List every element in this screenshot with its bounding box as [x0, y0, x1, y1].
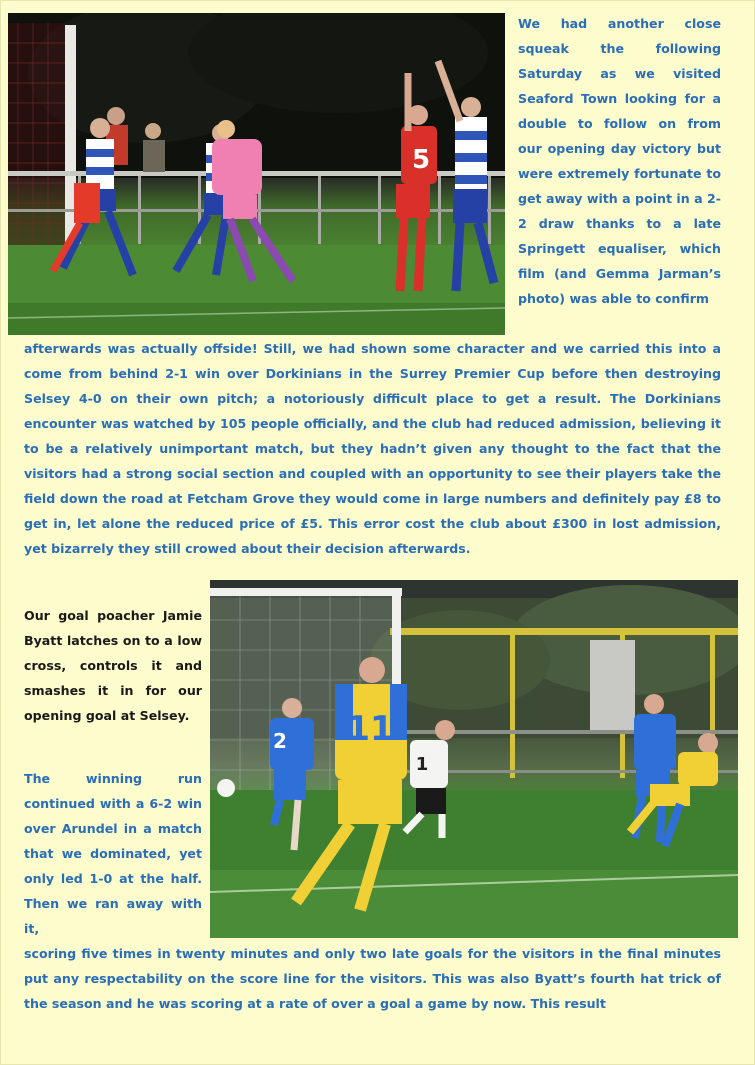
match-photo-selsey	[210, 580, 738, 938]
shirt-number-11: 11	[346, 709, 394, 749]
photo-caption-byatt: Our goal poacher Jamie Byatt latches on to a low cross, controls it and smashes it in for our opening goal at Selsey.	[24, 608, 202, 723]
shirt-number-5: 5	[411, 145, 431, 175]
match-photo-selsey-illustration	[210, 580, 738, 938]
match-photo-seaford	[8, 13, 505, 335]
paragraph-seaford-intro: We had another close squeak the following Saturday as we visited Seaford Town looking for a double to follow on from our opening day victory but were extremely fortunate to get away with a point in a 2-2 draw thanks to a late Springett equaliser, which film (and Gemma Jarman’s photo) was able to confirm	[518, 16, 721, 306]
match-photo-seaford-illustration	[8, 13, 505, 335]
paragraph-hat-trick: scoring five times in twenty minutes and only two late goals for the visitors in the final minutes put any respectability on the score line for the visitors. This was also Byatt’s fourth hat trick of the season and he was scoring at a rate of over a goal a game by now. This result	[24, 946, 721, 1011]
paragraph-arundel: The winning run continued with a 6-2 win over Arundel in a match that we dominated, yet only led 1-0 at the half. Then we ran away with it,	[24, 771, 202, 936]
shirt-number-1: 1	[415, 754, 429, 775]
paragraph-dorkinians: afterwards was actually offside! Still, we had shown some character and we carried this into a come from behind 2-1 win over Dorkinians in the Surrey Premier Cup before then destroying Selsey 4-0 on their own pitch; a notoriously difficult place to get a result. The Dorkinians encounter was watched by 105 people officially, and the club had reduced admission, believing it to be a relatively unimportant match, but they hadn’t given any thought to the fact that the visitors had a strong social section and coupled with an opportunity to see their players take the field down the road at Fetcham Grove they would come in large numbers and definitely pay £8 to get in, let alone the reduced price of £5. This error cost the club about £300 in lost admission, yet bizarrely they still crowed about their decision afterwards.	[24, 341, 721, 556]
shirt-number-2: 2	[273, 729, 287, 753]
